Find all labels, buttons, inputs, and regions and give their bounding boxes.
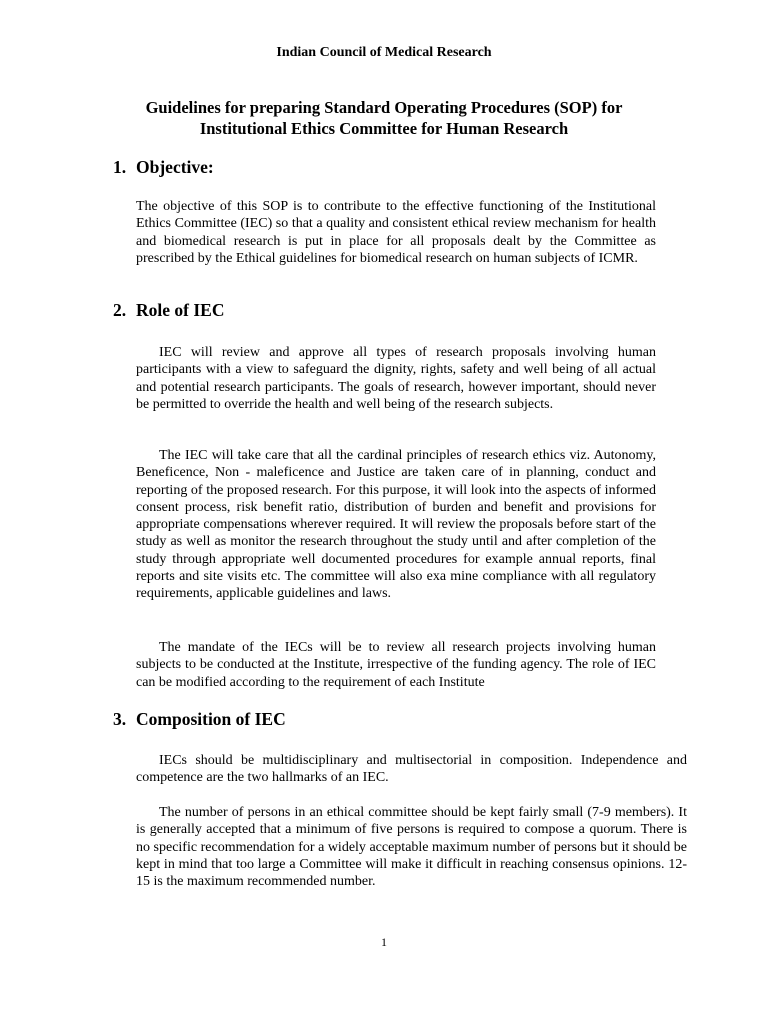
section-number: 2. <box>113 300 127 320</box>
composition-paragraph-2: The number of persons in an ethical committee should be kept fairly small (7-9 members). It is generally accepted that a minimum of five persons is required to compose a quorum. There is no specific recommendation for a widely acceptable maximum number of persons but it should be kept in mind that too large a Committee will make it difficult in reaching consensus opinions. 12-15 is the maximum recommended number. <box>136 805 687 890</box>
section-number: 3. <box>113 709 127 729</box>
document-title <box>80 97 688 139</box>
section-title: Composition of IEC <box>136 709 286 729</box>
role-paragraph-3: The mandate of the IECs will be to review all research projects involving human subjects to be conducted at the Institute, irrespective of the funding agency. The role of IEC can be modified according to the requirement of each Institute <box>136 640 656 690</box>
section-heading-objective <box>113 157 214 178</box>
objective-paragraph: The objective of this SOP is to contribute to the effective functioning of the Institutional Ethics Committee (IEC) so that a quality and consistent ethical review mechanism for health and biomedical research is put in place for all proposals dealt by the Committee as prescribed by the Ethical guidelines for biomedical research on human subjects of ICMR. <box>136 199 656 266</box>
document-title-line-2: Institutional Ethics Committee for Human Research <box>199 119 569 138</box>
page-number: 1 <box>381 935 387 949</box>
organization-header: Indian Council of Medical Research <box>276 45 492 60</box>
section-heading-role-of-iec <box>113 300 224 321</box>
section-heading-composition-of-iec <box>113 709 286 730</box>
composition-paragraph-1: IECs should be multidisciplinary and multisectorial in composition. Independence and competence are the two hallmarks of an IEC. <box>136 753 687 786</box>
section-title: Objective: <box>136 157 214 177</box>
section-title: Role of IEC <box>136 300 225 320</box>
role-paragraph-1: IEC will review and approve all types of research proposals involving human participants with a view to safeguard the dignity, rights, safety and well being of all actual and potential research participants. The goals of research, however important, should never be permitted to override the health and well being of the research subjects. <box>136 345 656 412</box>
document-title-line-1: Guidelines for preparing Standard Operating Procedures (SOP) for <box>145 98 623 117</box>
role-paragraph-2: The IEC will take care that all the cardinal principles of research ethics viz. Autonomy, Beneficence, Non - maleficence and Justice are taken care of in planning, conduct and reporting of the proposed research. For this purpose, it will look into the aspects of informed consent process, risk benefit ratio, distribution of burden and benefit and provisions for appropriate compensations wherever required. It will review the proposals before start of the study as well as monitor the research throughout the study until and after completion of the study through appropriate well documented procedures for example annual reports, final reports and site visits etc. The committee will also exa mine compliance with all regulatory requirements, applicable guidelines and laws. <box>136 448 656 602</box>
section-number: 1. <box>113 157 127 177</box>
